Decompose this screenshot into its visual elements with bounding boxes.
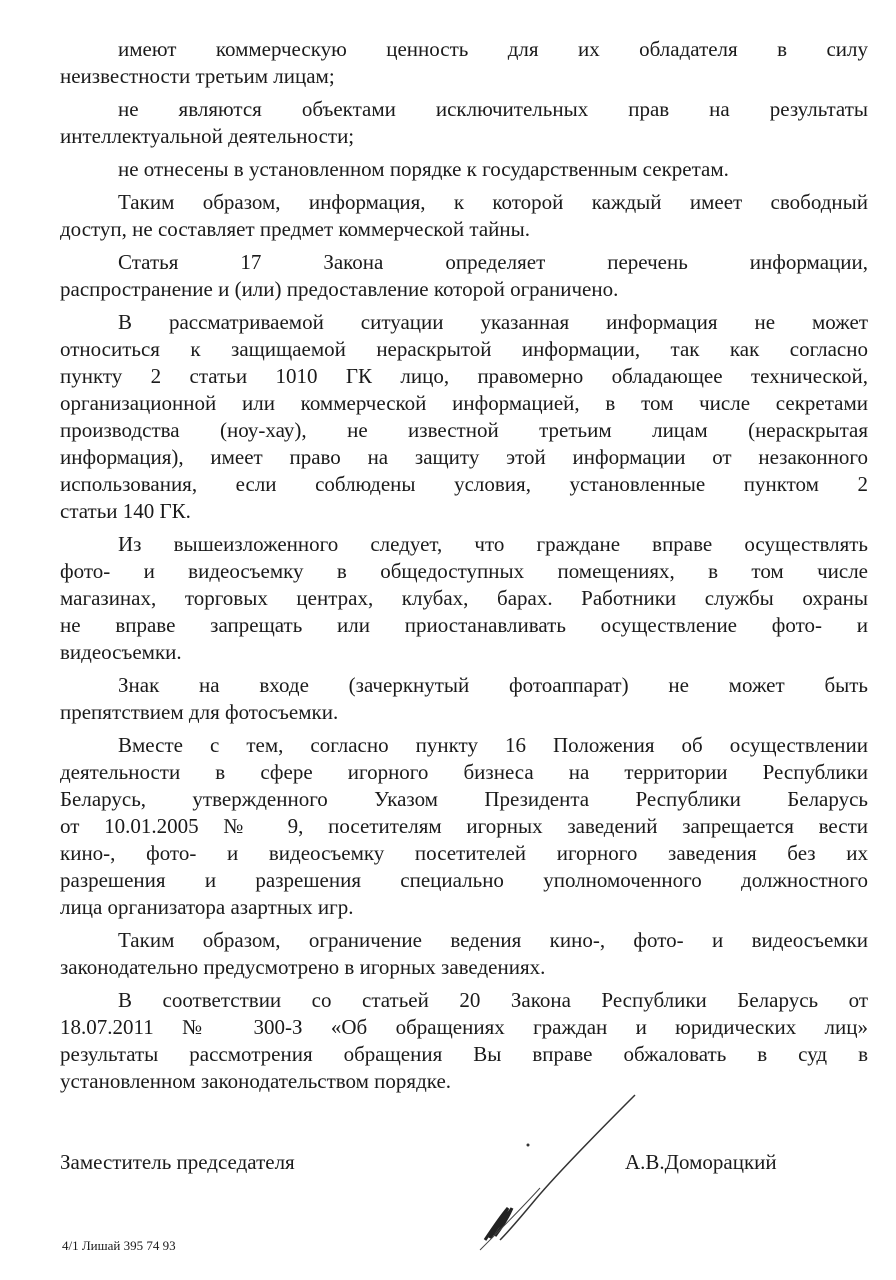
executor-footer: 4/1 Лишай 395 74 93	[62, 1238, 176, 1253]
text-line: законодательно предусмотрено в игорных заведениях.	[60, 955, 546, 979]
text-line: Таким образом, ограничение ведения кино-, фото- и видеосъемки	[118, 928, 868, 952]
paragraph	[60, 96, 868, 150]
text-line: магазинах, торговых центрах, клубах, барах. Работники службы охраны	[60, 586, 868, 610]
paragraph	[60, 189, 868, 243]
text-line: деятельности в сфере игорного бизнеса на территории Республики	[60, 760, 868, 784]
paragraph	[60, 249, 868, 303]
letter-body	[60, 36, 868, 1101]
text-line: статьи 140 ГК.	[60, 499, 191, 523]
text-line: информация), имеет право на защиту этой информации от незаконного	[60, 445, 868, 469]
text-line: Вместе с тем, согласно пункту 16 Положения об осуществлении	[118, 733, 868, 757]
text-line: В рассматриваемой ситуации указанная информация не может	[118, 310, 868, 334]
paragraph	[60, 732, 868, 921]
text-line: неизвестности третьим лицам;	[60, 64, 335, 88]
signatory-title: Заместитель председателя	[60, 1150, 295, 1174]
paragraph	[60, 36, 868, 90]
text-line: разрешения и разрешения специально уполномоченного должностного	[60, 868, 868, 892]
text-line: Таким образом, информация, к которой каждый имеет свободный	[118, 190, 868, 214]
text-line: доступ, не составляет предмет коммерческой тайны.	[60, 217, 530, 241]
text-line: не отнесены в установленном порядке к государственным секретам.	[118, 157, 729, 181]
paragraph	[60, 927, 868, 981]
paragraph	[60, 987, 868, 1095]
text-line: использования, если соблюдены условия, установленные пунктом 2	[60, 472, 868, 496]
text-line: относиться к защищаемой нераскрытой информации, так как согласно	[60, 337, 868, 361]
text-line: Беларусь, утвержденного Указом Президента Республики Беларусь	[60, 787, 868, 811]
text-line: имеют коммерческую ценность для их обладателя в силу	[118, 37, 868, 61]
text-line: препятствием для фотосъемки.	[60, 700, 339, 724]
text-line: В соответствии со статьей 20 Закона Республики Беларусь от	[118, 988, 868, 1012]
text-line: фото- и видеосъемку в общедоступных помещениях, в том числе	[60, 559, 868, 583]
text-line: лица организатора азартных игр.	[60, 895, 354, 919]
text-line: 18.07.2011 № 300-З «Об обращениях граждан и юридических лиц»	[60, 1015, 868, 1039]
paragraph	[60, 309, 868, 525]
text-line: распространение и (или) предоставление которой ограничено.	[60, 277, 619, 301]
text-line: пункту 2 статьи 1010 ГК лицо, правомерно обладающее технической,	[60, 364, 868, 388]
text-line: установленном законодательством порядке.	[60, 1069, 452, 1093]
text-line: от 10.01.2005 № 9, посетителям игорных заведений запрещается вести	[60, 814, 868, 838]
text-line: кино-, фото- и видеосъемку посетителей игорного заведения без их	[60, 841, 868, 865]
paragraph	[60, 672, 868, 726]
paragraph	[60, 531, 868, 666]
signatory-name: А.В.Доморацкий	[625, 1150, 777, 1174]
handwritten-signature	[440, 1090, 640, 1260]
text-line: результаты рассмотрения обращения Вы вправе обжаловать в суд в	[60, 1042, 868, 1066]
paragraph	[60, 156, 868, 183]
text-line: Статья 17 Закона определяет перечень информации,	[118, 250, 868, 274]
text-line: производства (ноу-хау), не известной третьим лицам (нераскрытая	[60, 418, 868, 442]
text-line: интеллектуальной деятельности;	[60, 124, 355, 148]
text-line: организационной или коммерческой информацией, в том числе секретами	[60, 391, 868, 415]
text-line: Из вышеизложенного следует, что граждане вправе осуществлять	[118, 532, 868, 556]
text-line: видеосъемки.	[60, 640, 182, 664]
text-line: Знак на входе (зачеркнутый фотоаппарат) не может быть	[118, 673, 868, 697]
text-line: не являются объектами исключительных прав на результаты	[118, 97, 868, 121]
text-line: не вправе запрещать или приостанавливать осуществление фото- и	[60, 613, 868, 637]
